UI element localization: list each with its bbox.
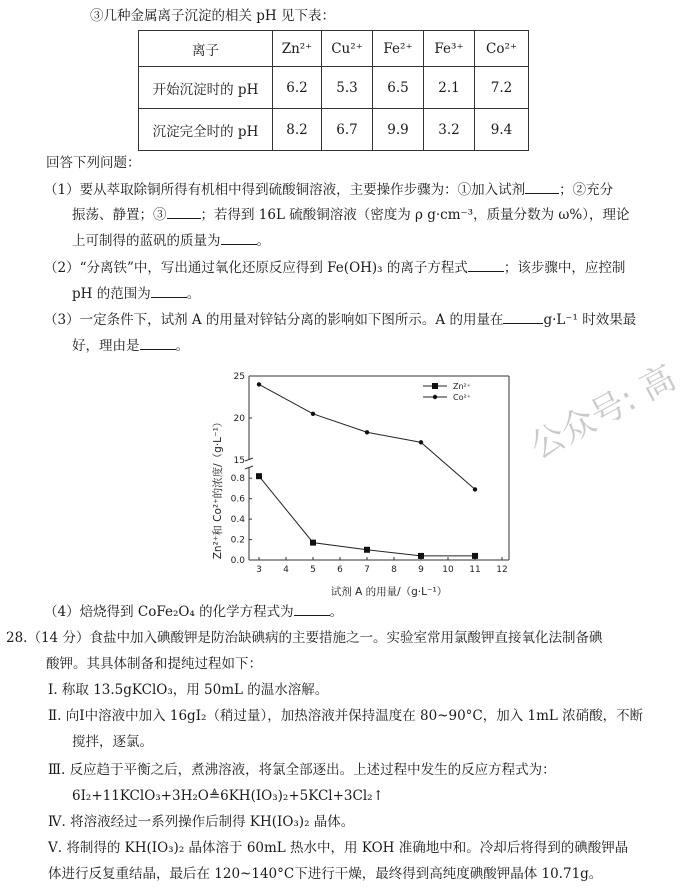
- q1-line1: [44, 180, 613, 200]
- co-data-point: [257, 382, 261, 386]
- answer-blank: [221, 231, 257, 245]
- q2-text: （2）“分离铁”中，写出通过氧化还原反应得到 Fe(OH)₃ 的离子方程式: [44, 260, 468, 276]
- table-header-cell: Fe²⁺: [373, 31, 424, 67]
- p28-line2: 酸钾。其具体制备和提纯过程如下：: [46, 656, 262, 672]
- q1-text: 上可制得的蓝矾的质量为: [72, 233, 221, 249]
- answer-blank: [140, 336, 176, 350]
- answer-blank: [151, 284, 187, 298]
- table-header-cell: Zn²⁺: [273, 31, 322, 67]
- zn-data-point: [310, 540, 316, 546]
- p28-step3: Ⅲ. 反应趋于平衡之后，煮沸溶液，将氯全部逐出。上述过程中发生的反应方程式为：: [48, 762, 556, 778]
- x-tick-label: 8: [391, 565, 397, 575]
- zn-data-point: [472, 553, 478, 559]
- reaction-equation: 6I₂+11KClO₃+3H₂O≜6KH(IO₃)₂+5KCl+3Cl₂↑: [72, 788, 384, 804]
- q3-text: （3）一定条件下，试剂 A 的用量对锌钴分离的影响如下图所示。A 的用量在: [44, 312, 504, 328]
- y-tick-label: 0.8: [230, 474, 245, 485]
- x-tick-label: 12: [496, 565, 508, 575]
- legend-label: Co²⁺: [453, 393, 471, 402]
- table-cell: 6.5: [373, 67, 424, 109]
- q2-text: 。: [186, 286, 201, 302]
- y-tick-label: 0.0: [230, 556, 245, 566]
- answer-header: 回答下列问题：: [46, 155, 141, 171]
- q1-text: （1）要从萃取除铜所得有机相中得到硫酸铜溶液，主要操作步骤为：①加入试剂: [44, 182, 526, 198]
- table-cell: 5.3: [322, 67, 373, 109]
- q3-line2: [72, 336, 189, 356]
- zn-data-point: [418, 553, 424, 559]
- answer-blank: [503, 310, 543, 324]
- q1-text: ；②充分: [559, 182, 614, 198]
- q1-text: ；若得到 16L 硫酸铜溶液（密度为 ρ g·cm⁻³，质量分数为 ω%），理论: [200, 207, 630, 223]
- intro-text: ③几种金属离子沉淀的相关 pH 见下表：: [90, 8, 335, 24]
- table-row: [139, 67, 529, 109]
- p28-step2a: Ⅱ. 向Ⅰ中溶液中加入 16gI₂（稍过量），加热溶液并保持温度在 80~90°C，加入 1mL 浓硝酸，不断: [48, 708, 644, 724]
- table-cell: 7.2: [475, 67, 529, 109]
- p28-step5b: 体进行反复重结晶，最后在 120~140°C下进行干燥，最终得到高纯度碘酸钾晶体 10.71g。: [48, 866, 603, 882]
- x-tick-label: 5: [310, 565, 316, 575]
- x-tick-label: 9: [418, 565, 424, 575]
- q2-text: ；该步骤中，应控制: [503, 260, 626, 276]
- answer-blank: [468, 258, 504, 272]
- q3-text: g·L⁻¹ 时效果最: [543, 312, 637, 328]
- zn-data-point: [256, 473, 262, 479]
- table-cell: 6.7: [322, 109, 373, 151]
- q3-line1: [44, 310, 636, 330]
- table-header-cell: Cu²⁺: [322, 31, 373, 67]
- q1-text: 振荡、静置；③: [72, 207, 167, 223]
- series-line-square: [259, 476, 475, 556]
- q3-text: 好，理由是: [72, 338, 140, 354]
- q4-text: 。: [329, 604, 344, 620]
- y-tick-label: 15: [233, 456, 245, 466]
- chart-x-axis-label: 试剂 A 的用量/（g·L⁻¹）: [330, 586, 448, 598]
- legend-label: Zn²⁺: [453, 382, 471, 391]
- table-header-row: [139, 31, 529, 67]
- table-cell: 9.4: [475, 109, 529, 151]
- table-cell: 9.9: [373, 109, 424, 151]
- p28-line1: 28.（14 分）食盐中加入碘酸钾是防治缺碘病的主要措施之一。实验室常用氯酸钾直接氧化法制备碘: [6, 630, 603, 646]
- ph-table: [138, 30, 529, 151]
- y-tick-label: 0.4: [230, 515, 245, 526]
- p28-step5a: Ⅴ. 将制得的 KH(IO₃)₂ 晶体溶于 60mL 热水中，用 KOH 准确地中和。冷却后将得到的碘酸钾晶: [48, 840, 629, 856]
- series-line-dot: [259, 384, 475, 489]
- y-tick-label: 25: [233, 372, 245, 382]
- y-tick-label: 20: [233, 414, 245, 424]
- co-data-point: [311, 412, 315, 416]
- answer-blank: [294, 602, 330, 616]
- answer-blank: [167, 205, 201, 219]
- q1-line2: [72, 205, 629, 225]
- table-header-cell: Co²⁺: [475, 31, 529, 67]
- legend-marker: [433, 395, 437, 399]
- table-cell: 2.1: [424, 67, 475, 109]
- q2-text: pH 的范围为: [72, 286, 151, 302]
- p28-step4: Ⅳ. 将溶液经过一系列操作后制得 KH(IO₃)₂ 晶体。: [48, 814, 355, 830]
- zn-data-point: [364, 547, 370, 553]
- p28-step1: Ⅰ. 称取 13.5gKClO₃，用 50mL 的温水溶解。: [48, 682, 329, 698]
- x-tick-label: 3: [256, 565, 262, 575]
- x-tick-label: 4: [283, 565, 289, 575]
- x-tick-label: 10: [442, 565, 454, 575]
- q2-line2: [72, 284, 200, 304]
- table-cell: 8.2: [273, 109, 322, 151]
- q1-line3: [72, 231, 270, 251]
- legend-marker: [432, 383, 438, 389]
- table-cell: 开始沉淀时的 pH: [139, 67, 273, 109]
- y-tick-label: 0.6: [230, 494, 245, 505]
- q4-line: [44, 602, 343, 622]
- table-header-cell: 离子: [139, 31, 273, 67]
- x-tick-label: 11: [469, 565, 481, 575]
- table-cell: 3.2: [424, 109, 475, 151]
- zn-co-concentration-chart: [205, 366, 515, 600]
- q1-text: 。: [256, 233, 270, 249]
- q2-line1: [44, 258, 625, 278]
- table-row: [139, 109, 529, 151]
- watermark: 公众号: 高: [523, 357, 683, 468]
- answer-blank: [525, 180, 559, 194]
- table-cell: 6.2: [273, 67, 322, 109]
- table-cell: 沉淀完全时的 pH: [139, 109, 273, 151]
- y-tick-label: 0.2: [230, 535, 245, 546]
- q4-text: （4）焙烧得到 CoFe₂O₄ 的化学方程式为: [44, 604, 294, 620]
- co-data-point: [473, 487, 477, 491]
- p28-step2b: 搅拌，逐氯。: [72, 734, 153, 750]
- co-data-point: [419, 440, 423, 444]
- chart-y-axis-label: Zn²⁺和 Co²⁺的浓度/（g·L⁻¹）: [212, 416, 224, 560]
- table-header-cell: Fe³⁺: [424, 31, 475, 67]
- q3-text: 。: [175, 338, 189, 354]
- co-data-point: [365, 430, 369, 434]
- x-tick-label: 7: [364, 565, 370, 575]
- x-tick-label: 6: [337, 565, 343, 575]
